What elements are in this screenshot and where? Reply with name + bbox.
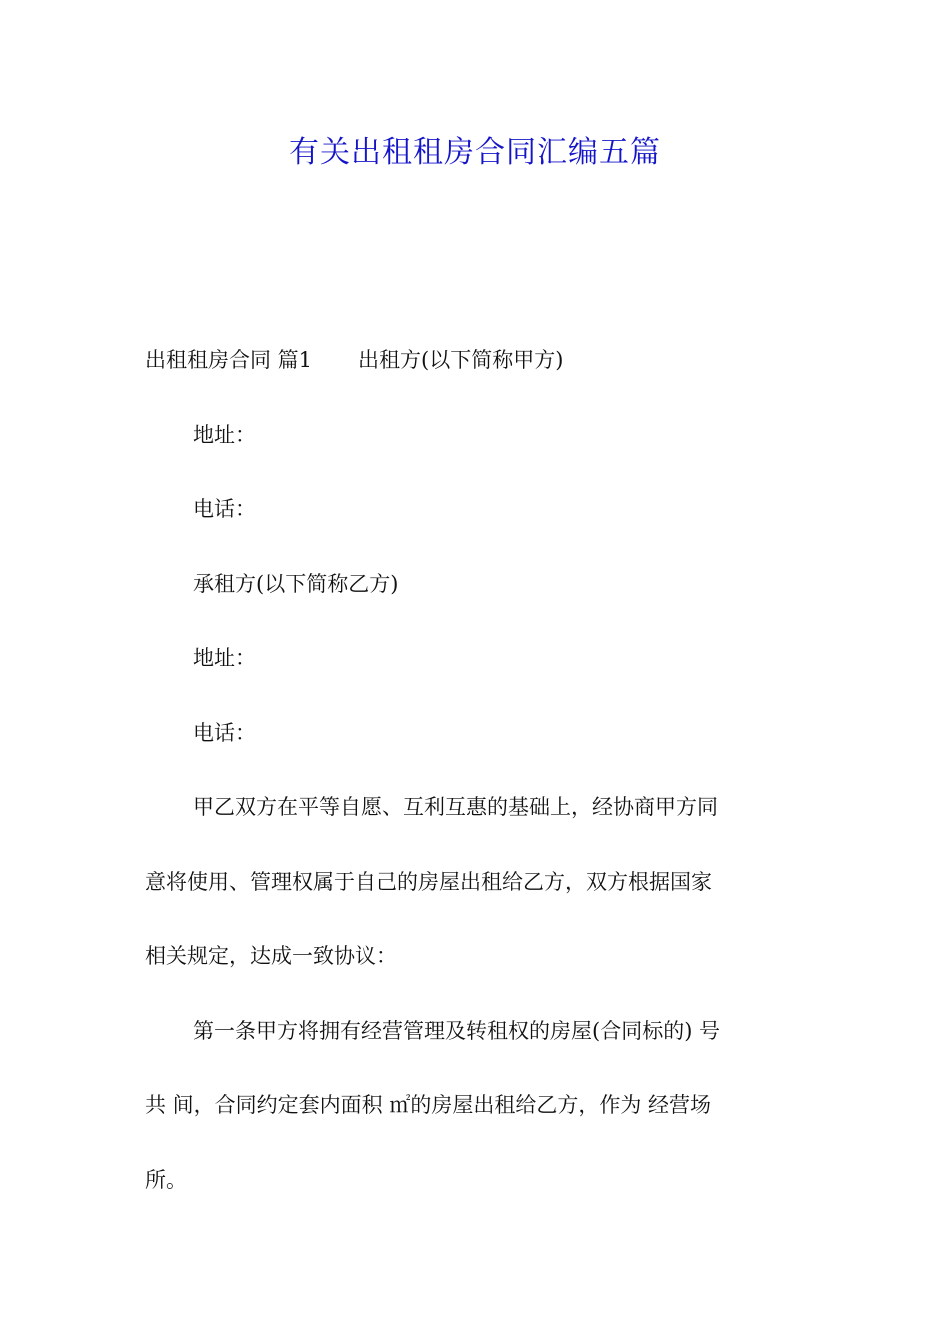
lessee-phone-label: 电话： [193, 720, 256, 745]
document-body [145, 337, 810, 1231]
section-heading: 出租租房合同 篇1 [145, 348, 313, 372]
article-one-line: 所。 [145, 1167, 187, 1192]
lessor-phone-label: 电话： [193, 497, 256, 521]
article-one-line: 第一条甲方将拥有经营管理及转租权的房屋(合同标的) 号 [193, 1018, 721, 1043]
document-title: 有关出租租房合同汇编五篇 [289, 135, 661, 170]
paragraph-line: 相关规定，达成一致协议： [145, 944, 397, 968]
lessee-label: 承租方(以下简称乙方) [193, 571, 399, 596]
section-heading-line [145, 337, 810, 412]
paragraph-line: 甲乙双方在平等自愿、互利互惠的基础上，经协商甲方同 [193, 795, 718, 819]
article-one-line: 共 间，合同约定套内面积 ㎡的房屋出租给乙方，作为 经营场 [145, 1093, 712, 1117]
lessee-address-label: 地址： [193, 646, 256, 670]
lessor-address-label: 地址： [193, 422, 256, 447]
paragraph-line: 意将使用、管理权属于自己的房屋出租给乙方，双方根据国家 [145, 869, 712, 894]
lessor-label: 出租方(以下简称甲方) [358, 348, 564, 372]
